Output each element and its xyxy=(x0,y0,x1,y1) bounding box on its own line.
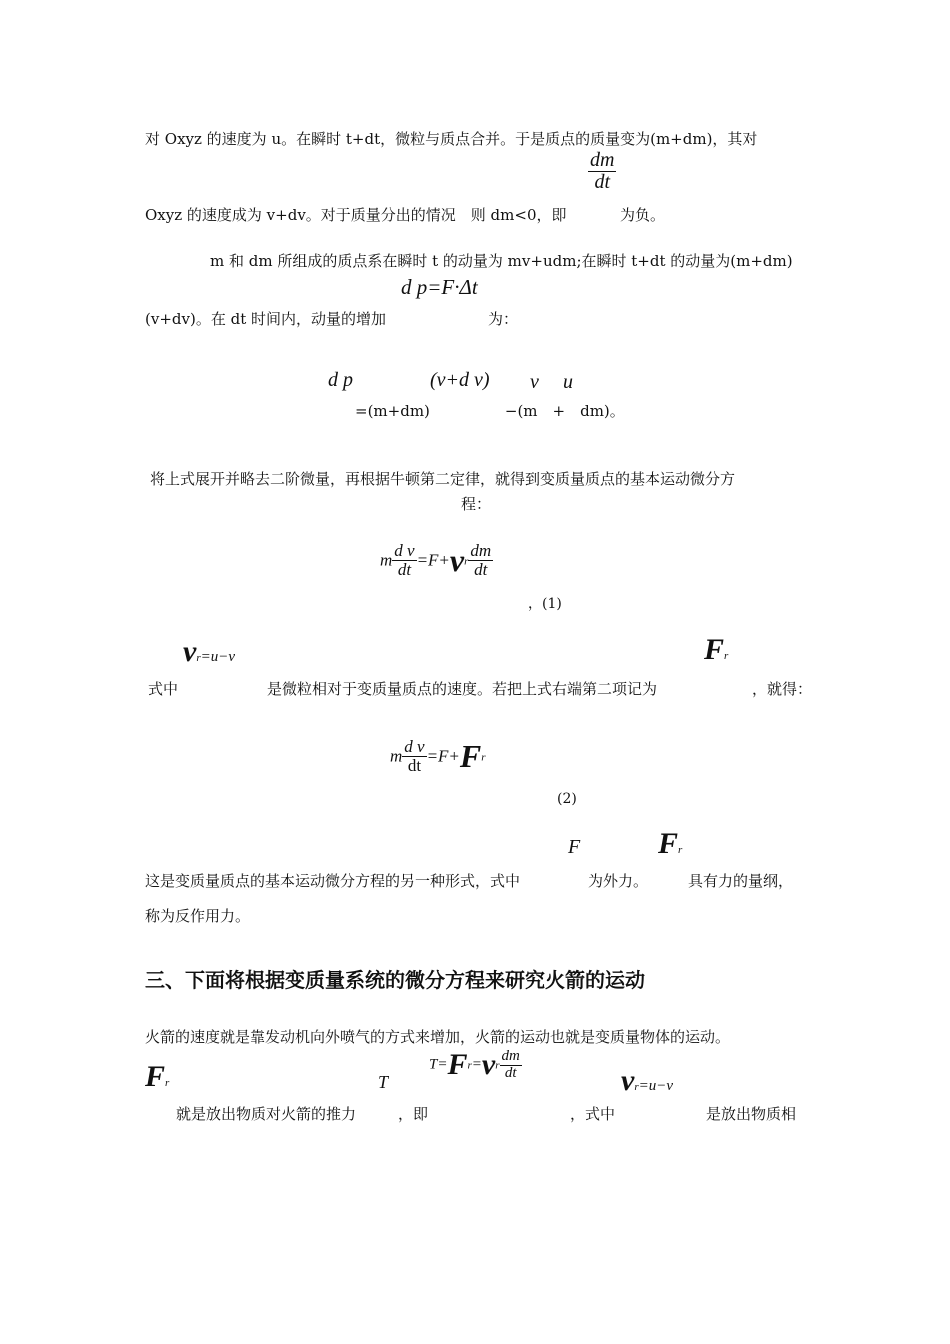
symbol-T: T xyxy=(378,1072,389,1092)
eq1-m: m xyxy=(380,550,393,570)
symbol-Fr xyxy=(145,1060,169,1094)
eqT: T= xyxy=(429,1056,448,1073)
p6-F: F xyxy=(145,1060,166,1093)
paragraph-line: 对 Oxyz 的速度为 u。在瞬时 t+dt，微粒与质点合并。于是质点的质量变为(m+dm)，其对 xyxy=(145,130,758,148)
paragraph-text: 是微粒相对于变质量质点的速度。若把上式右端第二项记为 xyxy=(267,680,658,698)
paragraph-text: ，就得： xyxy=(752,680,813,698)
eqT-dm: dm xyxy=(501,1047,520,1064)
frac-denominator: dt xyxy=(594,171,610,193)
paragraph-line: Oxyz 的速度成为 v+dv。对于质量分出的情况 则 dm<0，即 xyxy=(145,206,567,224)
eq1-v: v xyxy=(449,542,465,578)
eq-u: u xyxy=(563,371,573,393)
paragraph-text: ，式中 xyxy=(570,1105,616,1123)
eq1-dm: dm xyxy=(470,541,492,561)
equation-2 xyxy=(390,738,486,775)
eq1-mid: =F+ xyxy=(416,550,450,570)
eq-label: ，(1) xyxy=(528,596,562,612)
paragraph-line: (v+dv)。在 dt 时间内，动量的增加 xyxy=(145,310,386,328)
p5-F: F xyxy=(658,827,679,860)
vr-v: v xyxy=(183,635,197,668)
eq2-dv: d v xyxy=(404,737,425,757)
eqT-F: F xyxy=(447,1048,468,1081)
eq2-dt: dt xyxy=(407,756,422,775)
p6-vr-expr: =u−v xyxy=(638,1078,674,1094)
paragraph-text: 具有力的量纲， xyxy=(688,872,794,890)
eqT-mid: = xyxy=(471,1056,482,1073)
p5-r: r xyxy=(678,844,683,856)
symbol-Fr xyxy=(658,827,682,861)
frac-numerator: dm xyxy=(590,149,615,171)
eq2-m: m xyxy=(390,746,403,766)
eqT-v: v xyxy=(481,1048,496,1081)
p6-vr-r: r xyxy=(634,1081,639,1093)
paragraph-text: 为负。 xyxy=(620,206,666,224)
eq1-dt2: dt xyxy=(474,560,488,579)
vr-expression xyxy=(621,1064,673,1098)
vr-expression xyxy=(183,635,235,669)
eq2-mid: =F+ xyxy=(426,746,460,766)
paragraph-line: m 和 dm 所组成的质点系在瞬时 t 的动量为 mv+udm;在瞬时 t+dt 的动量为(m+dm) xyxy=(210,252,793,270)
section-heading: 三、下面将根据变质量系统的微分方程来研究火箭的运动 xyxy=(145,968,645,992)
fraction-dm-dt xyxy=(588,150,616,193)
eq-dp: d p xyxy=(328,369,353,391)
eq2-F: F xyxy=(459,738,482,774)
paragraph-text: 是放出物质相 xyxy=(706,1105,797,1123)
paragraph-text: 为： xyxy=(488,310,519,328)
eq-v: v xyxy=(530,371,539,393)
paragraph-line: 称为反作用力。 xyxy=(145,907,251,925)
paragraph-text: 就是放出物质对火箭的推力 xyxy=(176,1105,357,1123)
eq1-dt: dt xyxy=(397,560,412,579)
p6-vr-v: v xyxy=(621,1064,635,1097)
fr-symbol xyxy=(704,633,728,667)
p6-r: r xyxy=(165,1077,170,1089)
paragraph-text: 式中 xyxy=(148,680,179,698)
formula-dp: d p=F·Δt xyxy=(401,275,478,299)
equation-1 xyxy=(380,542,493,579)
paragraph-text: 为外力。 xyxy=(588,872,649,890)
symbol-F: F xyxy=(568,836,581,858)
paragraph-line: 程： xyxy=(461,495,492,513)
eq1-r: r xyxy=(464,555,469,568)
eqT-r1: r xyxy=(467,1059,472,1072)
paragraph-line: 这是变质量质点的基本运动微分方程的另一种形式，式中 xyxy=(145,872,521,890)
eq-label: (2) xyxy=(557,791,577,807)
fr-F: F xyxy=(704,633,725,666)
thrust-equation xyxy=(429,1048,522,1082)
paragraph-line: 将上式展开并略去二阶微量，再根据牛顿第二定律，就得到变质量质点的基本运动微分方 xyxy=(150,470,736,488)
eq-momentum-line: =(m+dm) −(m + dm)。 xyxy=(355,402,625,420)
eq2-r: r xyxy=(481,751,486,764)
eq-paren: (v+d v) xyxy=(430,369,490,391)
vr-expr: =u−v xyxy=(200,649,236,665)
eqT-dt: dt xyxy=(504,1064,517,1081)
paragraph-line: 火箭的速度就是靠发动机向外喷气的方式来增加，火箭的运动也就是变质量物体的运动。 xyxy=(145,1028,731,1046)
eqT-r2: r xyxy=(495,1059,500,1072)
vr-sub: r xyxy=(196,652,201,664)
fr-sub: r xyxy=(724,650,729,662)
paragraph-text: ，即 xyxy=(398,1105,429,1123)
eq1-dv: d v xyxy=(394,541,415,561)
